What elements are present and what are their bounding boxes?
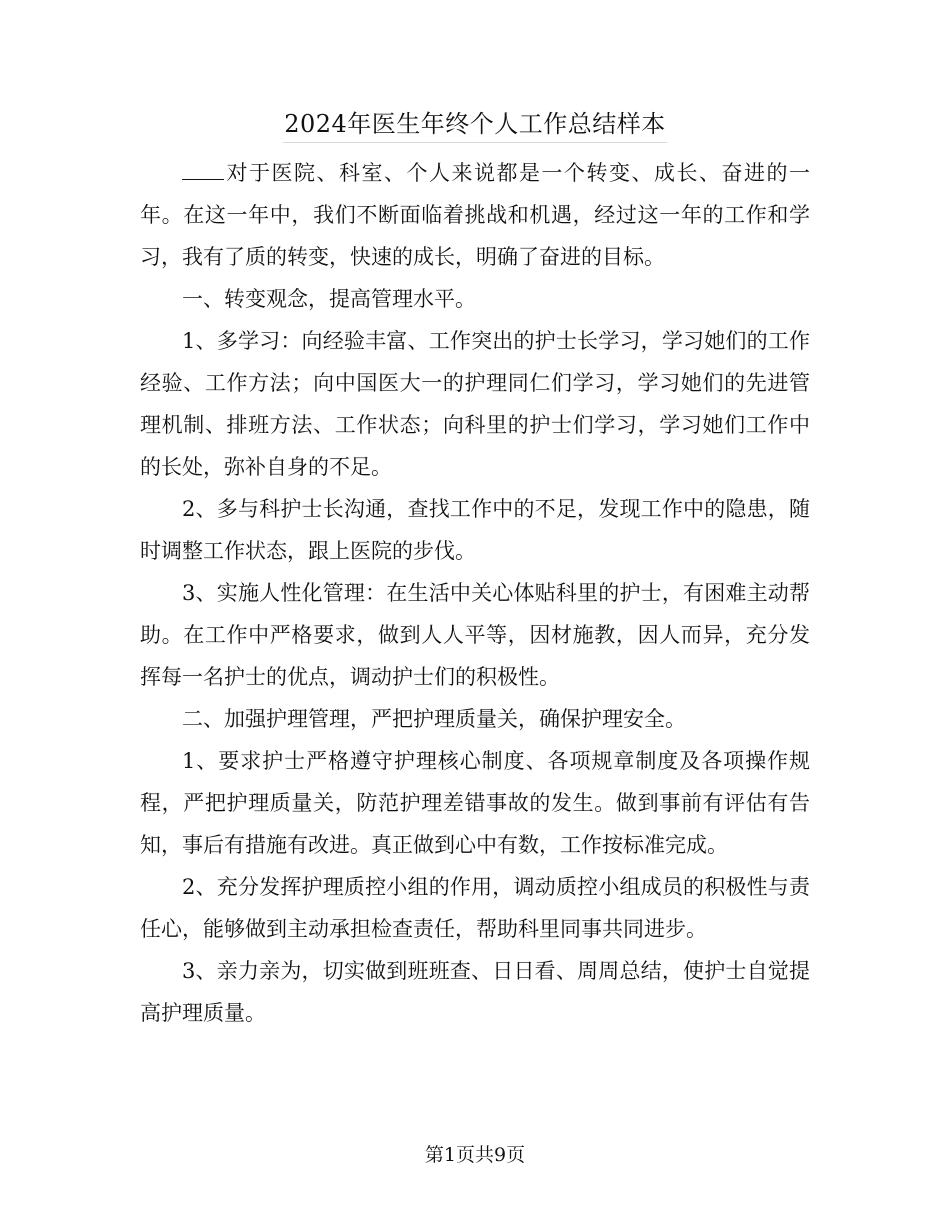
title-underline	[283, 142, 667, 143]
paragraph-2-1: 1、要求护士严格遵守护理核心制度、各项规章制度及各项操作规程，严把护理质量关，防范护理差错事故的发生。做到事前有评估有告知，事后有措施有改进。真正做到心中有数，工作按标准完成。	[140, 749, 810, 857]
section-heading-2: 二、加强护理管理，严把护理质量关，确保护理安全。	[182, 707, 686, 731]
paragraph-intro	[140, 152, 810, 278]
paragraph-2-3: 3、亲力亲为，切实做到班班查、日日看、周周总结，使护士自觉提高护理质量。	[140, 959, 810, 1025]
page-footer: 第1页共9页	[424, 1144, 526, 1166]
paragraph-intro-text: 对于医院、科室、个人来说都是一个转变、成长、奋进的一年。在这一年中，我们不断面临着挑战和机遇，经过这一年的工作和学习，我有了质的转变，快速的成长，明确了奋进的目标。	[140, 161, 810, 269]
paragraph-1-3: 3、实施人性化管理：在生活中关心体贴科里的护士，有困难主动帮助。在工作中严格要求，做到人人平等，因材施教，因人而异，充分发挥每一名护士的优点，调动护士们的积极性。	[140, 581, 810, 689]
document-title: 2024年医生年终个人工作总结样本	[284, 110, 666, 138]
document-body	[140, 152, 810, 1034]
blank-underline	[182, 155, 224, 180]
paragraph-1-1: 1、多学习：向经验丰富、工作突出的护士长学习，学习她们的工作经验、工作方法；向中国医大一的护理同仁们学习，学习她们的先进管理机制、排班方法、工作状态；向科里的护士们学习，学习她们工作中的长处，弥补自身的不足。	[140, 329, 810, 479]
paragraph-2-2: 2、充分发挥护理质控小组的作用，调动质控小组成员的积极性与责任心，能够做到主动承担检查责任，帮助科里同事共同进步。	[140, 875, 810, 941]
section-heading-1: 一、转变观念，提高管理水平。	[182, 287, 476, 311]
paragraph-1-2: 2、多与科护士长沟通，查找工作中的不足，发现工作中的隐患，随时调整工作状态，跟上医院的步伐。	[140, 497, 810, 563]
